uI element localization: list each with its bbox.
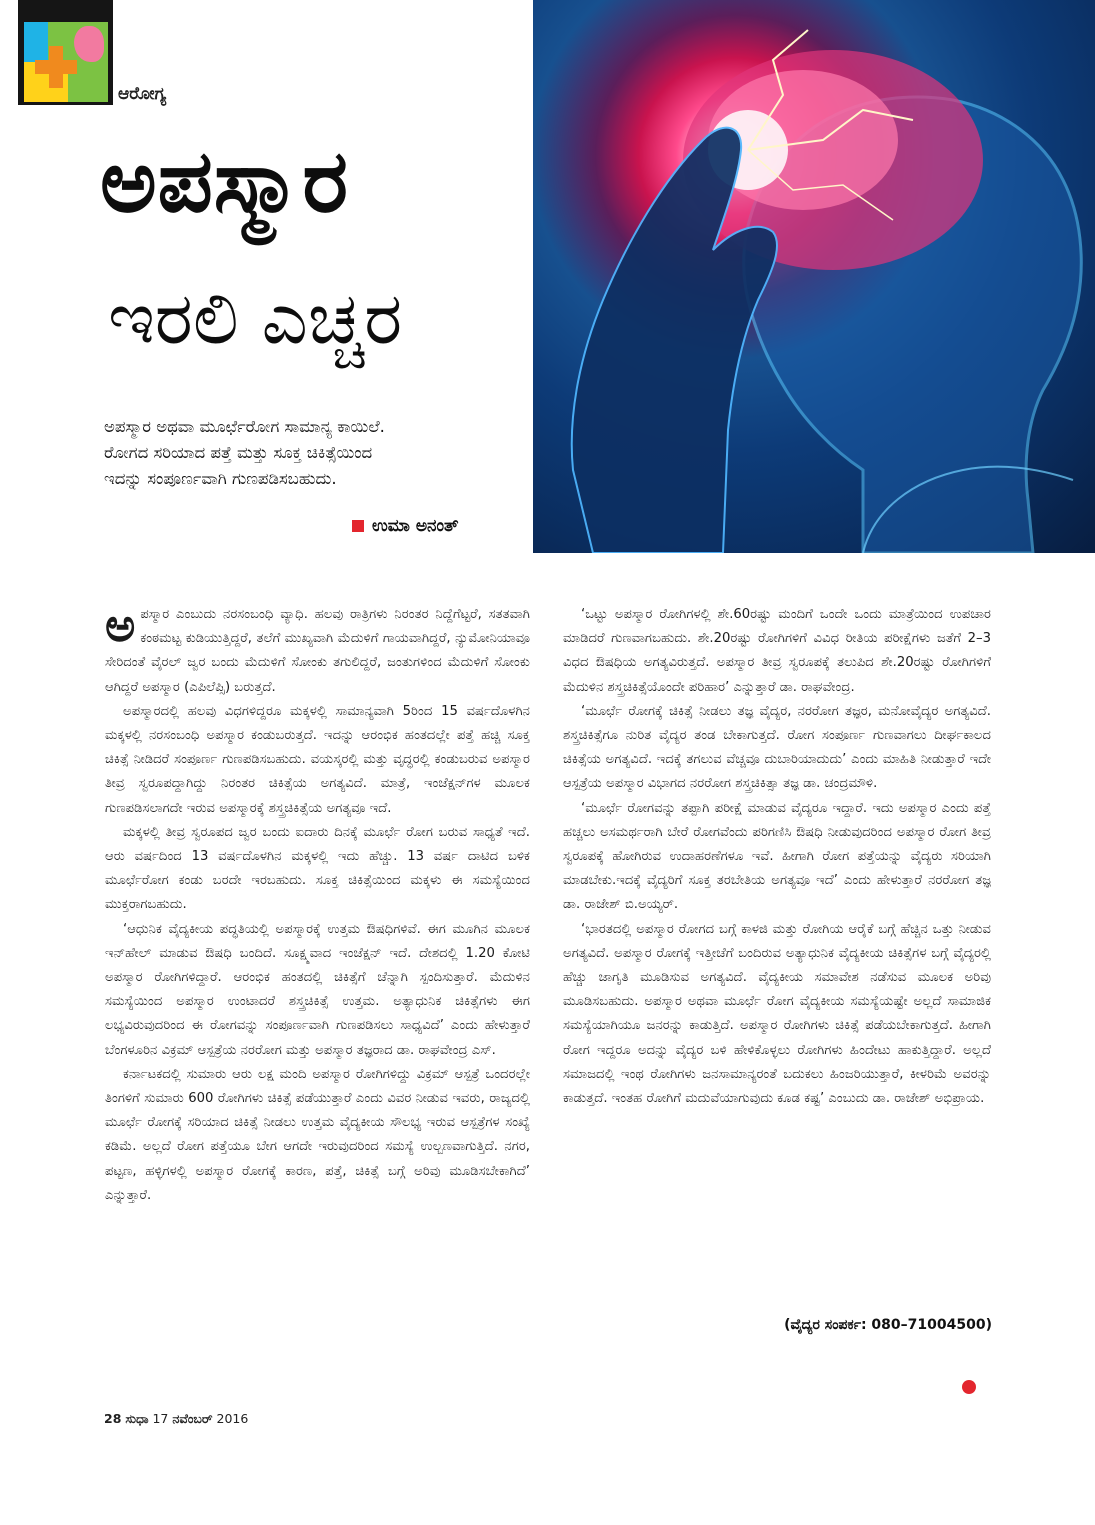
paragraph: ಮಕ್ಕಳಲ್ಲಿ ತೀವ್ರ ಸ್ವರೂಪದ ಜ್ವರ ಬಂದು ಐದಾರು ದಿನಕ್ಕೆ ಮೂರ್ಛೆ ರೋಗ ಬರುವ ಸಾಧ್ಯತೆ ಇದೆ. ಆರು ವರ್ಷದಿಂದ 13 ವರ್ಷದೊಳಗಿನ ಮಕ್ಕಳಲ್ಲಿ ಇದು ಹೆಚ್ಚು. 13 ವರ್ಷ ದಾಟಿದ ಬಳಿಕ ಮೂರ್ಛೆರೋಗ ಕಂಡು ಬರದೇ ಇರಬಹುದು. ಸೂಕ್ತ ಚಿಕಿತ್ಸೆಯಿಂದ ಮಕ್ಕಳು ಈ ಸಮಸ್ಯೆಯಿಂದ ಮುಕ್ತರಾಗಬಹುದು. [105, 824, 530, 913]
author-byline [352, 516, 459, 536]
issue-month: ನವೆಂಬರ್ [172, 1411, 213, 1426]
deck-line: ಅಪಸ್ಮಾರ ಅಥವಾ ಮೂರ್ಛೆರೋಗ ಸಾಮಾನ್ಯ ಕಾಯಿಲೆ. [104, 417, 385, 436]
dropcap: ಅ [105, 598, 136, 652]
headline-subtitle: ಇರಲಿ ಎಚ್ಚರ [108, 276, 403, 360]
doctor-contact: (ವೈದ್ಯರ ಸಂಪರ್ಕ: 080–71004500) [784, 1317, 992, 1333]
article-deck [104, 414, 524, 492]
paragraph: ‘ಮೂರ್ಛೆ ರೋಗಕ್ಕೆ ಚಿಕಿತ್ಸೆ ನೀಡಲು ತಜ್ಞ ವೈದ್ಯರ, ನರರೋಗ ತಜ್ಞರ, ಮನೋವೈದ್ಯರ ಅಗತ್ಯವಿದೆ. ಶಸ್ತ್ರಚಿಕಿತ್ಸೆಗೂ ನುರಿತ ವೈದ್ಯರ ತಂಡ ಬೇಕಾಗುತ್ತದೆ. ರೋಗ ಸಂಪೂರ್ಣ ಗುಣವಾಗಲು ದೀರ್ಘಕಾಲದ ಚಿಕಿತ್ಸೆಯ ಅಗತ್ಯವಿದೆ. ಇದಕ್ಕೆ ತಗಲುವ ವೆಚ್ಚವೂ ದುಬಾರಿಯಾದುದು’ ಎಂದು ಮಾಹಿತಿ ನೀಡುತ್ತಾರೆ ಇದೇ ಆಸ್ಪತ್ರೆಯ ಅಪಸ್ಮಾರ ವಿಭಾಗದ ನರರೋಗ ಶಸ್ತ್ರಚಿಕಿತ್ಸಾ ತಜ್ಞ ಡಾ. ಚಂದ್ರಮೌಳಿ. [563, 703, 991, 792]
paragraph: ‘ಆಧುನಿಕ ವೈದ್ಯಕೀಯ ಪದ್ಧತಿಯಲ್ಲಿ ಅಪಸ್ಮಾರಕ್ಕೆ ಉತ್ತಮ ಔಷಧಿಗಳಿವೆ. ಈಗ ಮೂಗಿನ ಮೂಲಕ ಇನ್‌ಹೇಲ್ ಮಾಡುವ ಔಷಧಿ ಬಂದಿದೆ. ಸೂಕ್ಷ್ಮವಾದ ಇಂಜೆಕ್ಷನ್ ಇದೆ. ದೇಶದಲ್ಲಿ 1.20 ಕೋಟಿ ಅಪಸ್ಮಾರ ರೋಗಿಗಳಿದ್ದಾರೆ. ಆರಂಭಿಕ ಹಂತದಲ್ಲಿ ಚಿಕಿತ್ಸೆಗೆ ಚೆನ್ನಾಗಿ ಸ್ಪಂದಿಸುತ್ತಾರೆ. ಮೆದುಳಿನ ಸಮಸ್ಯೆಯಿಂದ ಅಪಸ್ಮಾರ ಉಂಟಾದರೆ ಶಸ್ತ್ರಚಿಕಿತ್ಸೆ ಉತ್ತಮ. ಅತ್ಯಾಧುನಿಕ ಚಿಕಿತ್ಸೆಗಳು ಈಗ ಲಭ್ಯವಿರುವುದರಿಂದ ಈ ರೋಗವನ್ನು ಸಂಪೂರ್ಣವಾಗಿ ಗುಣಪಡಿಸಲು ಸಾಧ್ಯವಿದೆ’ ಎಂದು ಹೇಳುತ್ತಾರೆ ಬೆಂಗಳೂರಿನ ವಿಕ್ರಮ್ ಆಸ್ಪತ್ರೆಯ ನರರೋಗ ಮತ್ತು ಅಪಸ್ಮಾರ ತಜ್ಞರಾದ ಡಾ. ರಾಘವೇಂದ್ರ ಎಸ್. [105, 921, 530, 1058]
deck-line: ಇದನ್ನು ಸಂಪೂರ್ಣವಾಗಿ ಗುಣಪಡಿಸಬಹುದು. [104, 469, 337, 488]
section-logo-icon [18, 0, 113, 105]
byline-square-icon [352, 520, 364, 532]
page-number: 28 [104, 1411, 122, 1426]
paragraph: ಅಪಸ್ಮಾರ ಎಂಬುದು ನರಸಂಬಂಧಿ ವ್ಯಾಧಿ. ಹಲವು ರಾತ್ರಿಗಳು ನಿರಂತರ ನಿದ್ದೆಗೆಟ್ಟರೆ, ಸತತವಾಗಿ ಕಂಠಮಟ್ಟ ಕುಡಿಯುತ್ತಿದ್ದರೆ, ತಲೆಗೆ ಮುಖ್ಯವಾಗಿ ಮೆದುಳಿಗೆ ಗಾಯವಾಗಿದ್ದರೆ, ನ್ಯುಮೋನಿಯಾವೂ ಸೇರಿದಂತೆ ವೈರಲ್ ಜ್ವರ ಬಂದು ಮೆದುಳಿಗೆ ಸೋಂಕು ತಗುಲಿದ್ದರೆ, ಜಂತುಗಳಿಂದ ಮೆದುಳಿಗೆ ಸೋಂಕು ಆಗಿದ್ದರೆ ಅಪಸ್ಮಾರ (ಎಪಿಲೆಪ್ಸಿ) ಬರುತ್ತದೆ. [105, 598, 530, 695]
article-column-left [105, 598, 530, 1208]
paragraph: ಕರ್ನಾಟಕದಲ್ಲಿ ಸುಮಾರು ಆರು ಲಕ್ಷ ಮಂದಿ ಅಪಸ್ಮಾರ ರೋಗಿಗಳಿದ್ದು ವಿಕ್ರಮ್ ಆಸ್ಪತ್ರೆ ಒಂದರಲ್ಲೇ ತಿಂಗಳಿಗೆ ಸುಮಾರು 600 ರೋಗಿಗಳು ಚಿಕಿತ್ಸೆ ಪಡೆಯುತ್ತಾರೆ ಎಂದು ವಿವರ ನೀಡುವ ಇವರು, ರಾಜ್ಯದಲ್ಲಿ ಮೂರ್ಛೆ ರೋಗಕ್ಕೆ ಸರಿಯಾದ ಚಿಕಿತ್ಸೆ ನೀಡಲು ಉತ್ತಮ ವೈದ್ಯಕೀಯ ಸೌಲಭ್ಯ ಇರುವ ಆಸ್ಪತ್ರೆಗಳ ಸಂಖ್ಯೆ ಕಡಿಮೆ. ಅಲ್ಲದೆ ರೋಗ ಪತ್ತೆಯೂ ಬೇಗ ಆಗದೇ ಇರುವುದರಿಂದ ಸಮಸ್ಯೆ ಉಲ್ಬಣವಾಗುತ್ತಿದೆ. ನಗರ, ಪಟ್ಟಣ, ಹಳ್ಳಿಗಳಲ್ಲಿ ಅಪಸ್ಮಾರ ರೋಗಕ್ಕೆ ಕಾರಣ, ಪತ್ತೆ, ಚಿಕಿತ್ಸೆ ಬಗ್ಗೆ ಅರಿವು ಮೂಡಿಸಬೇಕಾಗಿದೆ’ ಎನ್ನುತ್ತಾರೆ. [105, 1066, 530, 1203]
author-name: ಉಮಾ ಅನಂತ್ [372, 516, 459, 536]
article-column-right [563, 603, 991, 1111]
paragraph: ‘ಭಾರತದಲ್ಲಿ ಅಪಸ್ಮಾರ ರೋಗದ ಬಗ್ಗೆ ಕಾಳಜಿ ಮತ್ತು ರೋಗಿಯ ಆರೈಕೆ ಬಗ್ಗೆ ಹೆಚ್ಚಿನ ಒತ್ತು ನೀಡುವ ಅಗತ್ಯವಿದೆ. ಅಪಸ್ಮಾರ ರೋಗಕ್ಕೆ ಇತ್ತೀಚೆಗೆ ಬಂದಿರುವ ಅತ್ಯಾಧುನಿಕ ವೈದ್ಯಕೀಯ ಚಿಕಿತ್ಸೆಗಳ ಬಗ್ಗೆ ವೈದ್ಯರಲ್ಲಿ ಹೆಚ್ಚು ಜಾಗೃತಿ ಮೂಡಿಸುವ ಅಗತ್ಯವಿದೆ. ವೈದ್ಯಕೀಯ ಸಮಾವೇಶ ನಡೆಸುವ ಮೂಲಕ ಅರಿವು ಮೂಡಿಸಬಹುದು. ಅಪಸ್ಮಾರ ಅಥವಾ ಮೂರ್ಛೆ ರೋಗ ವೈದ್ಯಕೀಯ ಸಮಸ್ಯೆಯಷ್ಟೇ ಅಲ್ಲದೆ ಸಾಮಾಜಿಕ ಸಮಸ್ಯೆಯಾಗಿಯೂ ಜನರನ್ನು ಕಾಡುತ್ತಿದೆ. ಅಪಸ್ಮಾರ ರೋಗಿಗಳು ಚಿಕಿತ್ಸೆ ಪಡೆಯಬೇಕಾಗುತ್ತದೆ. ಹೀಗಾಗಿ ರೋಗ ಇದ್ದರೂ ಅದನ್ನು ವೈದ್ಯರ ಬಳಿ ಹೇಳಿಕೊಳ್ಳಲು ರೋಗಿಗಳು ಹಿಂದೇಟು ಹಾಕುತ್ತಿದ್ದಾರೆ. ಅಲ್ಲದೆ ಸಮಾಜದಲ್ಲಿ ಇಂಥ ರೋಗಿಗಳು ಜನಸಾಮಾನ್ಯರಂತೆ ಬದುಕಲು ಹಿಂಜರಿಯುತ್ತಾರೆ, ಕೀಳರಿಮೆ ಅವರನ್ನು ಕಾಡುತ್ತದೆ. ಇಂತಹ ರೋಗಿಗೆ ಮದುವೆಯಾಗುವುದು ಕೂಡ ಕಷ್ಟ’ ಎಂಬುದು ಡಾ. ರಾಜೇಶ್ ಅಭಿಪ್ರಾಯ. [563, 921, 991, 1107]
issue-day: 17 [152, 1411, 169, 1426]
paragraph: ಅಪಸ್ಮಾರದಲ್ಲಿ ಹಲವು ವಿಧಗಳಿದ್ದರೂ ಮಕ್ಕಳಲ್ಲಿ ಸಾಮಾನ್ಯವಾಗಿ 5ರಿಂದ 15 ವರ್ಷದೊಳಗಿನ ಮಕ್ಕಳಲ್ಲಿ ನರಸಂಬಂಧಿ ಅಪಸ್ಮಾರ ಕಂಡುಬರುತ್ತದೆ. ಇದನ್ನು ಆರಂಭಿಕ ಹಂತದಲ್ಲೇ ಪತ್ತೆ ಹಚ್ಚಿ ಸೂಕ್ತ ಚಿಕಿತ್ಸೆ ನೀಡಿದರೆ ಸಂಪೂರ್ಣ ಗುಣಪಡಿಸಬಹುದು. ವಯಸ್ಕರಲ್ಲಿ ಮತ್ತು ವೃದ್ಧರಲ್ಲಿ ಕಂಡುಬರುವ ಅಪಸ್ಮಾರ ತೀವ್ರ ಸ್ವರೂಪದ್ದಾಗಿದ್ದು ನಿರಂತರ ಚಿಕಿತ್ಸೆಯ ಅಗತ್ಯವಿದೆ. ಮಾತ್ರೆ, ಇಂಜೆಕ್ಷನ್‌ಗಳ ಮೂಲಕ ಗುಣಪಡಿಸಲಾಗದೇ ಇರುವ ಅಪಸ್ಮಾರಕ್ಕೆ ಶಸ್ತ್ರಚಿಕಿತ್ಸೆಯ ಅಗತ್ಯವೂ ಇದೆ. [105, 703, 530, 816]
headline-title: ಅಪಸ್ಮಾರ [100, 132, 350, 232]
brain-headache-illustration [533, 0, 1095, 553]
paragraph: ‘ಮೂರ್ಛೆ ರೋಗವನ್ನು ತಪ್ಪಾಗಿ ಪರೀಕ್ಷೆ ಮಾಡುವ ವೈದ್ಯರೂ ಇದ್ದಾರೆ. ಇದು ಅಪಸ್ಮಾರ ಎಂದು ಪತ್ತೆ ಹಚ್ಚಲು ಅಸಮರ್ಥರಾಗಿ ಬೇರೆ ರೋಗವೆಂದು ಪರಿಗಣಿಸಿ ಔಷಧಿ ನೀಡುವುದರಿಂದ ಅಪಸ್ಮಾರ ರೋಗ ತೀವ್ರ ಸ್ವರೂಪಕ್ಕೆ ಹೋಗಿರುವ ಉದಾಹರಣೆಗಳೂ ಇವೆ. ಹೀಗಾಗಿ ರೋಗ ಪತ್ತೆಯನ್ನು ವೈದ್ಯರು ಸರಿಯಾಗಿ ಮಾಡಬೇಕು.ಇದಕ್ಕೆ ವೈದ್ಯರಿಗೆ ಸೂಕ್ತ ತರಬೇತಿಯ ಅಗತ್ಯವೂ ಇದೆ’ ಎಂದು ಹೇಳುತ್ತಾರೆ ನರರೋಗ ತಜ್ಞ ಡಾ. ರಾಜೇಶ್ ಬಿ.ಅಯ್ಯರ್. [563, 800, 991, 913]
end-mark-icon [962, 1380, 976, 1394]
magazine-name: ಸುಧಾ [125, 1411, 149, 1426]
page-footer [104, 1411, 248, 1427]
section-label: ಆರೋಗ್ಯ [118, 84, 167, 104]
issue-year: 2016 [216, 1411, 249, 1426]
deck-line: ರೋಗದ ಸರಿಯಾದ ಪತ್ತೆ ಮತ್ತು ಸೂಕ್ತ ಚಿಕಿತ್ಸೆಯಿಂದ [104, 443, 373, 462]
butterfly-icon [74, 26, 104, 62]
paragraph: ‘ಒಟ್ಟು ಅಪಸ್ಮಾರ ರೋಗಿಗಳಲ್ಲಿ ಶೇ.60ರಷ್ಟು ಮಂದಿಗೆ ಒಂದೇ ಒಂದು ಮಾತ್ರೆಯಿಂದ ಉಪಚಾರ ಮಾಡಿದರೆ ಗುಣವಾಗಬಹುದು. ಶೇ.20ರಷ್ಟು ರೋಗಿಗಳಿಗೆ ವಿವಿಧ ರೀತಿಯ ಪರೀಕ್ಷೆಗಳು ಜತೆಗೆ 2–3 ವಿಧದ ಔಷಧಿಯ ಅಗತ್ಯವಿರುತ್ತದೆ. ಅಪಸ್ಮಾರ ತೀವ್ರ ಸ್ವರೂಪಕ್ಕೆ ತಲುಪಿದ ಶೇ.20ರಷ್ಟು ರೋಗಿಗಳಿಗೆ ಮೆದುಳಿನ ಶಸ್ತ್ರಚಿಕಿತ್ಸೆಯೊಂದೇ ಪರಿಹಾರ’ ಎನ್ನುತ್ತಾರೆ ಡಾ. ರಾಘವೇಂದ್ರ. [563, 607, 991, 695]
